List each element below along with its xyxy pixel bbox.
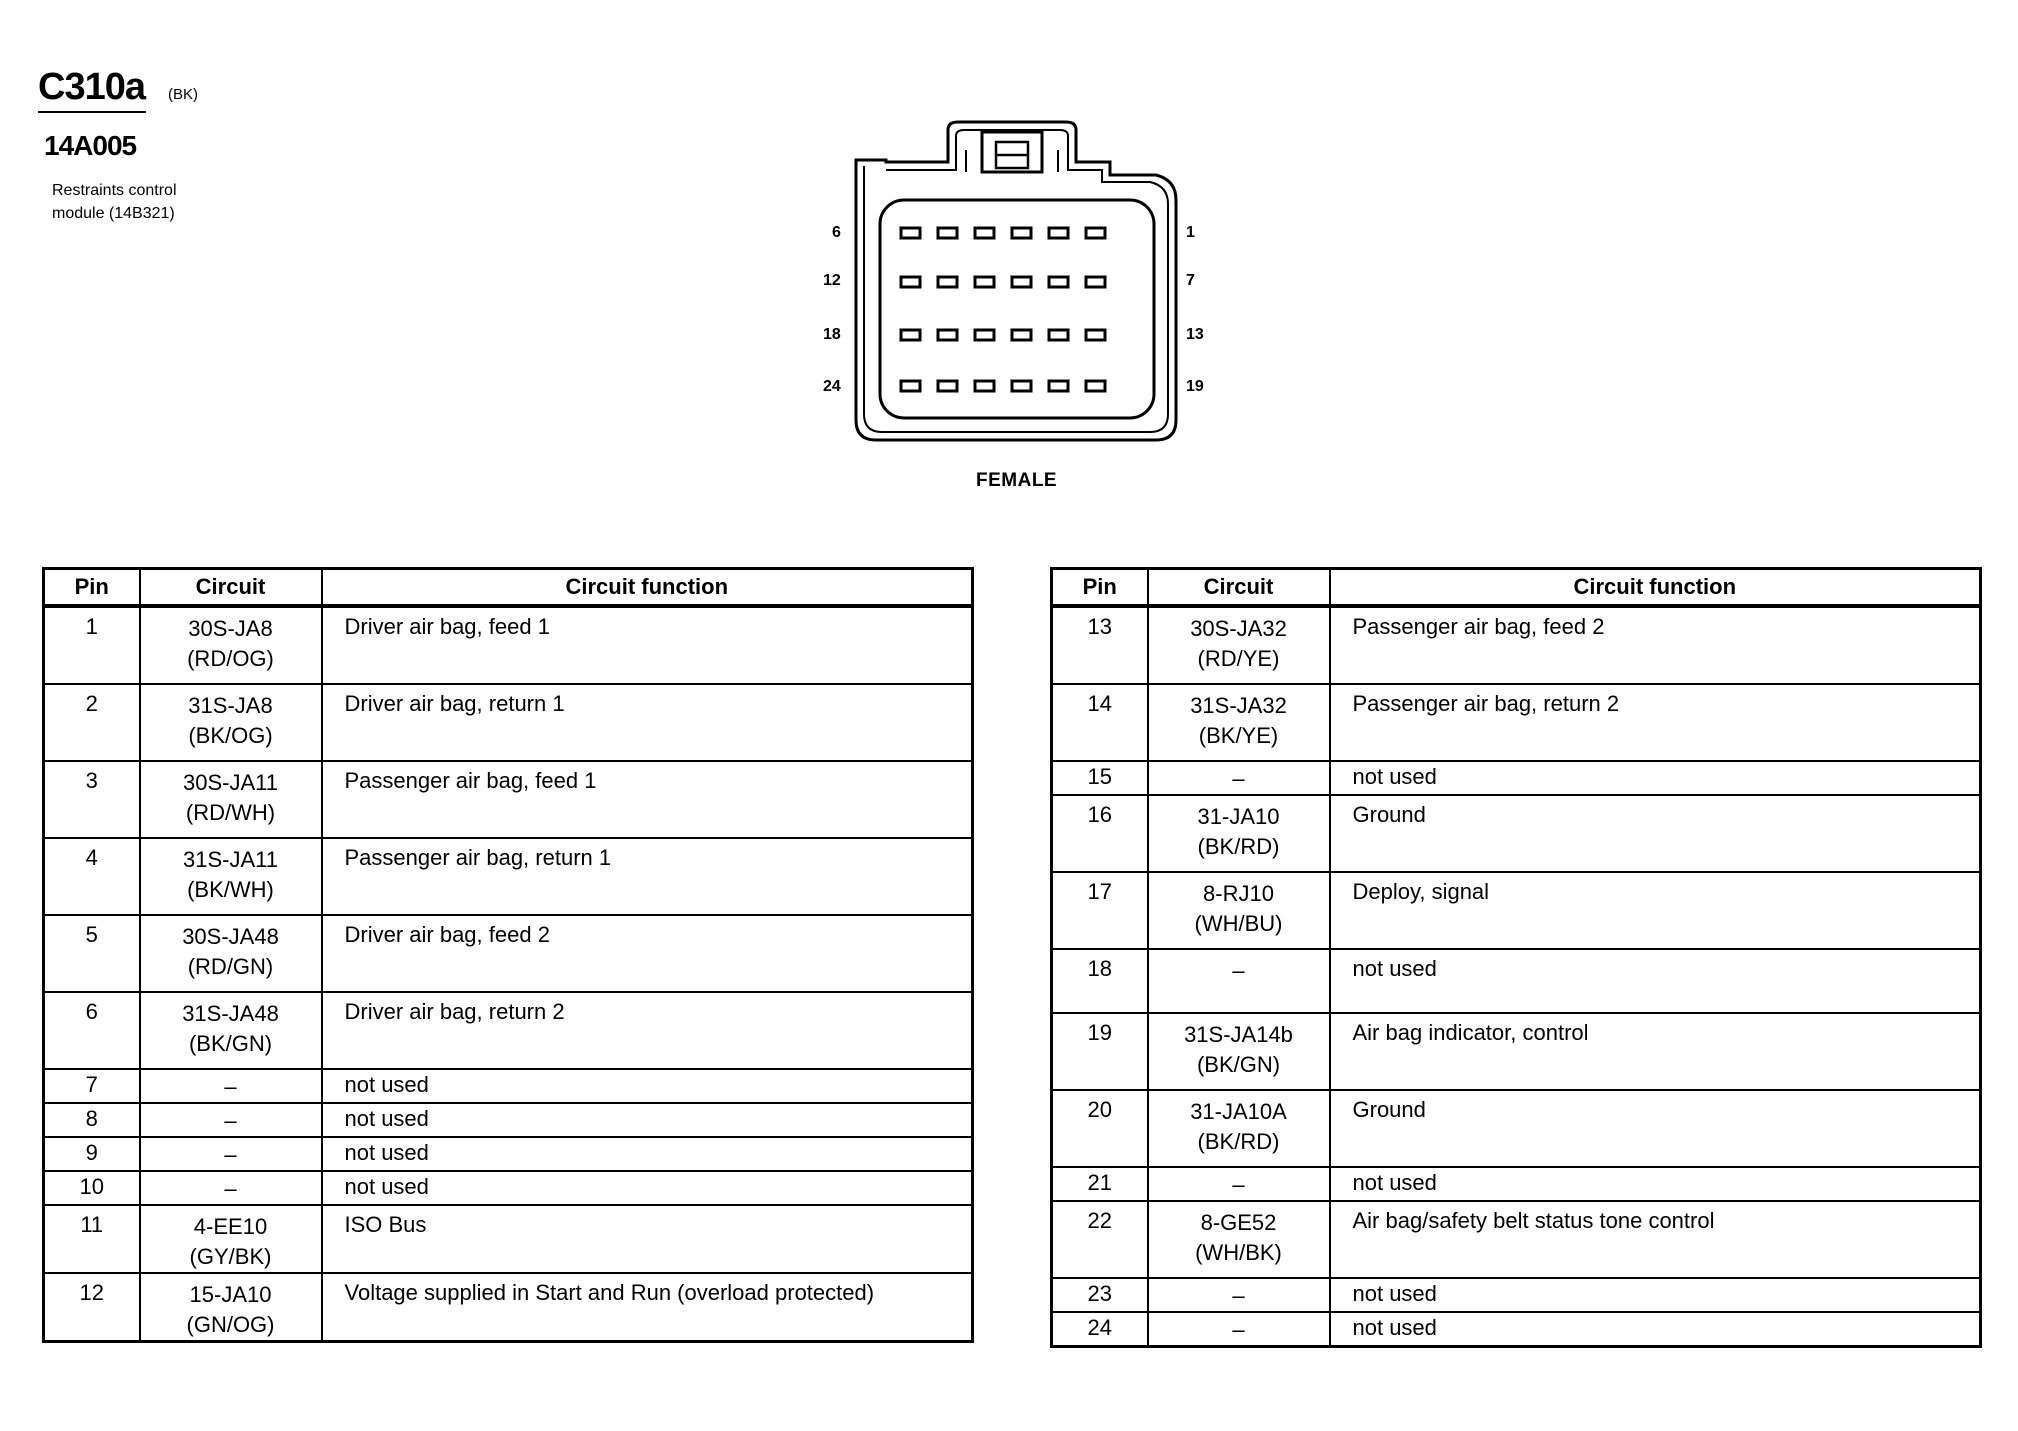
pin-number: 12	[44, 1273, 140, 1342]
pin-cavity	[975, 277, 994, 287]
circuit-cell	[140, 992, 322, 1069]
circuit-id: –	[224, 1108, 237, 1133]
connector-face-diagram	[0, 0, 2018, 520]
wire-color: (BK/YE)	[1198, 723, 1279, 748]
table-header-row	[44, 569, 973, 607]
table-row	[44, 1205, 973, 1273]
pin-number: 10	[44, 1171, 140, 1205]
circuit-function: not used	[1330, 1278, 1981, 1312]
description-line-1: Restraints control	[52, 182, 177, 199]
table-row	[44, 1137, 973, 1171]
pin-number: 13	[1052, 606, 1148, 684]
table-row	[44, 606, 973, 684]
circuit-id: 8-RJ10	[1203, 881, 1274, 906]
circuit-function: ISO Bus	[322, 1205, 973, 1273]
pin-number: 3	[44, 761, 140, 838]
pin-number: 9	[44, 1137, 140, 1171]
pin-number: 23	[1052, 1278, 1148, 1312]
pin-table-right	[1050, 567, 1982, 1348]
circuit-function: not used	[322, 1171, 973, 1205]
circuit-function: Passenger air bag, feed 2	[1330, 606, 1981, 684]
table-row	[44, 1171, 973, 1205]
circuit-id: –	[1232, 958, 1245, 983]
circuit-function: Ground	[1330, 795, 1981, 872]
circuit-function: not used	[1330, 1312, 1981, 1347]
circuit-cell	[140, 606, 322, 684]
header-function: Circuit function	[322, 569, 973, 607]
wire-color: (GY/BK)	[189, 1244, 272, 1269]
circuit-cell	[1148, 1201, 1330, 1278]
table-row	[1052, 1201, 1981, 1278]
pin-number: 4	[44, 838, 140, 915]
circuit-function: Driver air bag, feed 1	[322, 606, 973, 684]
circuit-cell	[1148, 761, 1330, 795]
pin-label-6: 6	[832, 224, 841, 241]
circuit-cell	[1148, 872, 1330, 949]
circuit-id: 15-JA10	[189, 1282, 272, 1307]
pin-number: 21	[1052, 1167, 1148, 1201]
pin-number: 6	[44, 992, 140, 1069]
wire-color: (RD/OG)	[187, 646, 274, 671]
circuit-function: Air bag indicator, control	[1330, 1013, 1981, 1090]
circuit-cell	[140, 1171, 322, 1205]
table-row	[44, 992, 973, 1069]
wire-color: (RD/GN)	[187, 954, 274, 979]
table-row	[1052, 1278, 1981, 1312]
pin-number: 5	[44, 915, 140, 992]
pin-cavity	[975, 228, 994, 238]
circuit-id: 31S-JA11	[183, 847, 278, 872]
circuit-id: 31S-JA8	[188, 693, 273, 718]
table-row	[1052, 684, 1981, 761]
circuit-id: –	[224, 1176, 237, 1201]
wire-color: (BK/GN)	[188, 1031, 273, 1056]
circuit-id: –	[1232, 1283, 1245, 1308]
wire-color: (BK/OG)	[188, 723, 273, 748]
pin-cavity	[1049, 330, 1068, 340]
circuit-id: 30S-JA48	[182, 924, 279, 949]
pin-cavity	[1086, 381, 1105, 391]
part-number: 14A005	[44, 130, 137, 161]
connector-color: (BK)	[168, 86, 198, 103]
circuit-cell	[140, 1205, 322, 1273]
table-row	[44, 915, 973, 992]
circuit-id: –	[1232, 1317, 1245, 1342]
header-circuit: Circuit	[1148, 569, 1330, 607]
pin-number: 11	[44, 1205, 140, 1273]
wire-color: (BK/RD)	[1197, 834, 1280, 859]
circuit-function: not used	[322, 1103, 973, 1137]
table-row	[44, 684, 973, 761]
circuit-cell	[1148, 1312, 1330, 1347]
circuit-id: 31S-JA48	[182, 1001, 279, 1026]
pin-number: 19	[1052, 1013, 1148, 1090]
wire-color: (WH/BU)	[1194, 911, 1283, 936]
pin-cavity	[1012, 277, 1031, 287]
circuit-cell	[1148, 1090, 1330, 1167]
circuit-function: Driver air bag, return 1	[322, 684, 973, 761]
circuit-id: 8-GE52	[1200, 1210, 1277, 1235]
pin-cavity	[901, 381, 920, 391]
table-row	[1052, 1013, 1981, 1090]
pin-number: 18	[1052, 949, 1148, 1013]
header-function: Circuit function	[1330, 569, 1981, 607]
circuit-id: 30S-JA8	[188, 616, 273, 641]
pin-table-left	[42, 567, 974, 1343]
pin-cavity	[938, 330, 957, 340]
pin-cavity	[901, 277, 920, 287]
circuit-function: Voltage supplied in Start and Run (overload protected)	[322, 1273, 973, 1342]
circuit-id: 31-JA10A	[1190, 1099, 1287, 1124]
circuit-function: Air bag/safety belt status tone control	[1330, 1201, 1981, 1278]
table-row	[1052, 1167, 1981, 1201]
pin-cavity	[938, 381, 957, 391]
wire-color: (RD/WH)	[185, 800, 276, 825]
pin-cavity	[938, 228, 957, 238]
circuit-cell	[140, 1137, 322, 1171]
circuit-cell	[1148, 949, 1330, 1013]
pin-number: 8	[44, 1103, 140, 1137]
wire-color: (WH/BK)	[1195, 1240, 1282, 1265]
table-row	[44, 1273, 973, 1342]
circuit-function: Passenger air bag, feed 1	[322, 761, 973, 838]
latch-body	[982, 132, 1042, 172]
pin-cavity	[975, 330, 994, 340]
circuit-cell	[1148, 795, 1330, 872]
circuit-function: not used	[322, 1069, 973, 1103]
table-row	[1052, 761, 1981, 795]
pin-number: 2	[44, 684, 140, 761]
circuit-id: –	[224, 1142, 237, 1167]
table-row	[44, 761, 973, 838]
circuit-function: not used	[1330, 949, 1981, 1013]
pin-cavity	[1086, 228, 1105, 238]
circuit-function: Driver air bag, return 2	[322, 992, 973, 1069]
pin-label-18: 18	[823, 326, 841, 343]
wire-color: (BK/WH)	[187, 877, 274, 902]
circuit-cell	[140, 761, 322, 838]
wire-color: (BK/RD)	[1197, 1129, 1280, 1154]
pin-number: 22	[1052, 1201, 1148, 1278]
circuit-function: not used	[1330, 1167, 1981, 1201]
header-circuit: Circuit	[140, 569, 322, 607]
circuit-function: Passenger air bag, return 1	[322, 838, 973, 915]
pin-number: 15	[1052, 761, 1148, 795]
table-row	[44, 1103, 973, 1137]
table-row	[44, 1069, 973, 1103]
pin-cavity	[1012, 330, 1031, 340]
circuit-cell	[140, 684, 322, 761]
circuit-id: –	[1232, 766, 1245, 791]
pin-cavity	[938, 277, 957, 287]
circuit-function: not used	[322, 1137, 973, 1171]
circuit-cell	[140, 1069, 322, 1103]
circuit-id: 31S-JA32	[1190, 693, 1287, 718]
circuit-id: 4-EE10	[193, 1214, 268, 1239]
pin-cavity	[901, 228, 920, 238]
circuit-cell	[140, 838, 322, 915]
table-row	[1052, 1312, 1981, 1347]
pin-cavity	[1086, 277, 1105, 287]
circuit-function: Passenger air bag, return 2	[1330, 684, 1981, 761]
circuit-id: –	[1232, 1172, 1245, 1197]
pin-label-13: 13	[1186, 326, 1204, 343]
circuit-function: Driver air bag, feed 2	[322, 915, 973, 992]
table-row	[1052, 795, 1981, 872]
circuit-id: 31S-JA14b	[1184, 1022, 1293, 1047]
pin-cavity	[1049, 381, 1068, 391]
circuit-cell	[1148, 606, 1330, 684]
table-row	[1052, 949, 1981, 1013]
circuit-cell	[1148, 1278, 1330, 1312]
wire-color: (BK/GN)	[1196, 1052, 1281, 1077]
circuit-id: –	[224, 1074, 237, 1099]
description-line-2: module (14B321)	[52, 205, 175, 222]
table-header-row	[1052, 569, 1981, 607]
circuit-function: Deploy, signal	[1330, 872, 1981, 949]
connector-gender: FEMALE	[976, 470, 1058, 491]
circuit-id: 31-JA10	[1197, 804, 1280, 829]
pin-cavity	[1012, 228, 1031, 238]
table-row	[1052, 1090, 1981, 1167]
pin-number: 7	[44, 1069, 140, 1103]
pin-label-19: 19	[1186, 378, 1204, 395]
connector-code: C310a	[38, 66, 145, 108]
pin-label-12: 12	[823, 272, 841, 289]
circuit-id: 30S-JA11	[183, 770, 278, 795]
pin-cavities	[901, 228, 1105, 391]
pin-label-24: 24	[823, 378, 841, 395]
header-pin: Pin	[1052, 569, 1148, 607]
pin-number: 24	[1052, 1312, 1148, 1347]
pin-label-1: 1	[1186, 224, 1195, 241]
circuit-id: 30S-JA32	[1190, 616, 1287, 641]
table-row	[1052, 872, 1981, 949]
circuit-cell	[140, 915, 322, 992]
pin-number: 17	[1052, 872, 1148, 949]
header-pin: Pin	[44, 569, 140, 607]
circuit-function: not used	[1330, 761, 1981, 795]
pin-cavity	[1049, 228, 1068, 238]
pin-number: 1	[44, 606, 140, 684]
wire-color: (RD/YE)	[1197, 646, 1280, 671]
pin-cavity	[901, 330, 920, 340]
circuit-cell	[1148, 684, 1330, 761]
pin-number: 16	[1052, 795, 1148, 872]
pin-number: 14	[1052, 684, 1148, 761]
pin-cavity	[1012, 381, 1031, 391]
pin-cavity	[975, 381, 994, 391]
circuit-cell	[140, 1273, 322, 1342]
circuit-function: Ground	[1330, 1090, 1981, 1167]
pin-label-7: 7	[1186, 272, 1195, 289]
pin-number: 20	[1052, 1090, 1148, 1167]
table-row	[44, 838, 973, 915]
circuit-cell	[140, 1103, 322, 1137]
circuit-cell	[1148, 1167, 1330, 1201]
wire-color: (GN/OG)	[186, 1312, 275, 1337]
table-row	[1052, 606, 1981, 684]
pin-cavity	[1086, 330, 1105, 340]
circuit-cell	[1148, 1013, 1330, 1090]
pin-cavity	[1049, 277, 1068, 287]
